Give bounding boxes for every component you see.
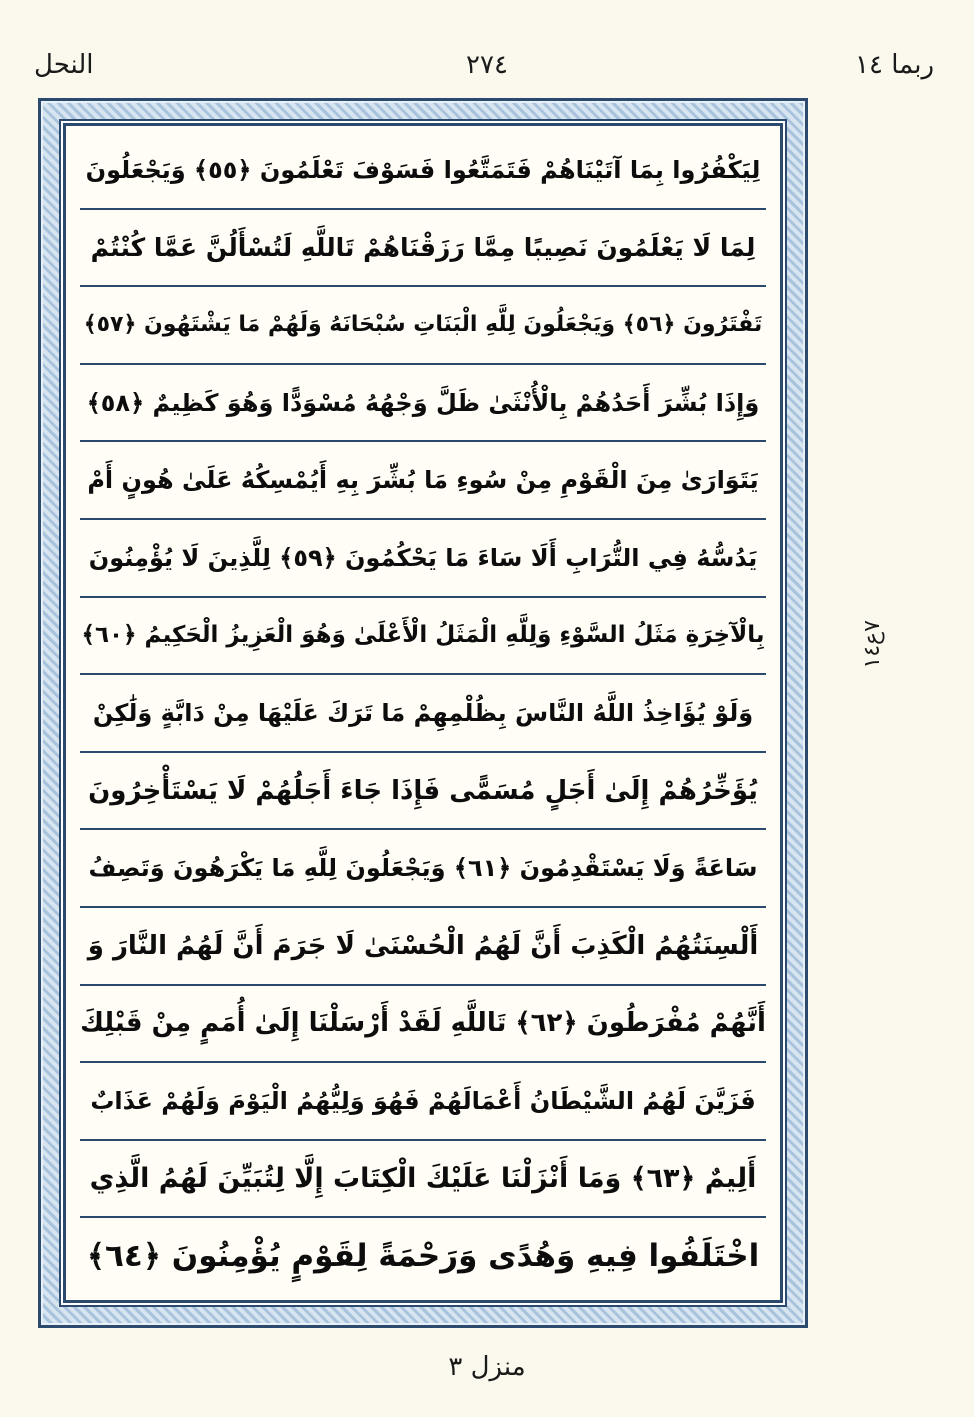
ruku-marker: ٧ع١٤ xyxy=(860,620,885,669)
verse-line-13: فَزَيَّنَ لَهُمُ الشَّيْطَانُ أَعْمَالَهُمْ فَهُوَ وَلِيُّهُمُ الْيَوْمَ وَلَهُمْ عَذَابٌ xyxy=(80,1063,766,1141)
verse-line-15: اخْتَلَفُوا فِيهِ وَهُدًى وَرَحْمَةً لِقَوْمٍ يُؤْمِنُونَ ﴿٦٤﴾ xyxy=(86,1238,760,1275)
verse-line-14: أَلِيمٌ ﴿٦٣﴾ وَمَا أَنْزَلْنَا عَلَيْكَ الْكِتَابَ إِلَّا لِتُبَيِّنَ لَهُمُ الَّذِي xyxy=(80,1141,766,1219)
verse-line-5: يَتَوَارَىٰ مِنَ الْقَوْمِ مِنْ سُوءِ مَا بُشِّرَ بِهِ أَيُمْسِكُهُ عَلَىٰ هُونٍ أَمْ xyxy=(80,442,766,520)
page-header xyxy=(0,0,974,92)
verse-lines xyxy=(80,132,766,1294)
verse-line-1: لِيَكْفُرُوا بِمَا آتَيْنَاهُمْ فَتَمَتَّعُوا فَسَوْفَ تَعْلَمُونَ ﴿٥٥﴾ وَيَجْعَلُونَ xyxy=(80,132,766,210)
verse-line-4: وَإِذَا بُشِّرَ أَحَدُهُمْ بِالْأُنْثَىٰ ظَلَّ وَجْهُهُ مُسْوَدًّا وَهُوَ كَظِيمٌ ﴿٥٨﴾ xyxy=(80,365,766,443)
verse-line-3: تَفْتَرُونَ ﴿٥٦﴾ وَيَجْعَلُونَ لِلَّهِ الْبَنَاتِ سُبْحَانَهُ وَلَهُمْ مَا يَشْتَهُونَ ﴿٥٧﴾ xyxy=(80,287,766,365)
verse-line-7: بِالْآخِرَةِ مَثَلُ السَّوْءِ وَلِلَّهِ الْمَثَلُ الْأَعْلَىٰ وَهُوَ الْعَزِيزُ الْحَكِيمُ ﴿٦٠﴾ xyxy=(80,598,766,676)
verse-line-6: يَدُسُّهُ فِي التُّرَابِ أَلَا سَاءَ مَا يَحْكُمُونَ ﴿٥٩﴾ لِلَّذِينَ لَا يُؤْمِنُونَ xyxy=(80,520,766,598)
verse-line-12: أَنَّهُمْ مُفْرَطُونَ ﴿٦٢﴾ تَاللَّهِ لَقَدْ أَرْسَلْنَا إِلَىٰ أُمَمٍ مِنْ قَبْلِكَ xyxy=(80,986,766,1064)
decorative-page-border xyxy=(38,98,808,1328)
juz-name: ربما ١٤ xyxy=(855,50,934,80)
manzil-footer: منزل ٣ xyxy=(448,1352,526,1382)
verse-line-10: سَاعَةً وَلَا يَسْتَقْدِمُونَ ﴿٦١﴾ وَيَجْعَلُونَ لِلَّهِ مَا يَكْرَهُونَ وَتَصِفُ xyxy=(80,830,766,908)
verse-line-11: أَلْسِنَتُهُمُ الْكَذِبَ أَنَّ لَهُمُ الْحُسْنَىٰ لَا جَرَمَ أَنَّ لَهُمُ النَّارَ وَ xyxy=(80,908,766,986)
surah-name: النحل xyxy=(34,50,94,80)
verse-line-2: لِمَا لَا يَعْلَمُونَ نَصِيبًا مِمَّا رَزَقْنَاهُمْ تَاللَّهِ لَتُسْأَلُنَّ عَمَّا كُنْتُمْ xyxy=(80,210,766,288)
verse-line-9: يُؤَخِّرُهُمْ إِلَىٰ أَجَلٍ مُسَمًّى فَإِذَا جَاءَ أَجَلُهُمْ لَا يَسْتَأْخِرُونَ xyxy=(80,753,766,831)
page-number: ٢٧٤ xyxy=(466,50,508,80)
text-panel xyxy=(63,123,783,1303)
verse-line-8: وَلَوْ يُؤَاخِذُ اللَّهُ النَّاسَ بِظُلْمِهِمْ مَا تَرَكَ عَلَيْهَا مِنْ دَابَّةٍ وَلَٰكِنْ xyxy=(80,675,766,753)
